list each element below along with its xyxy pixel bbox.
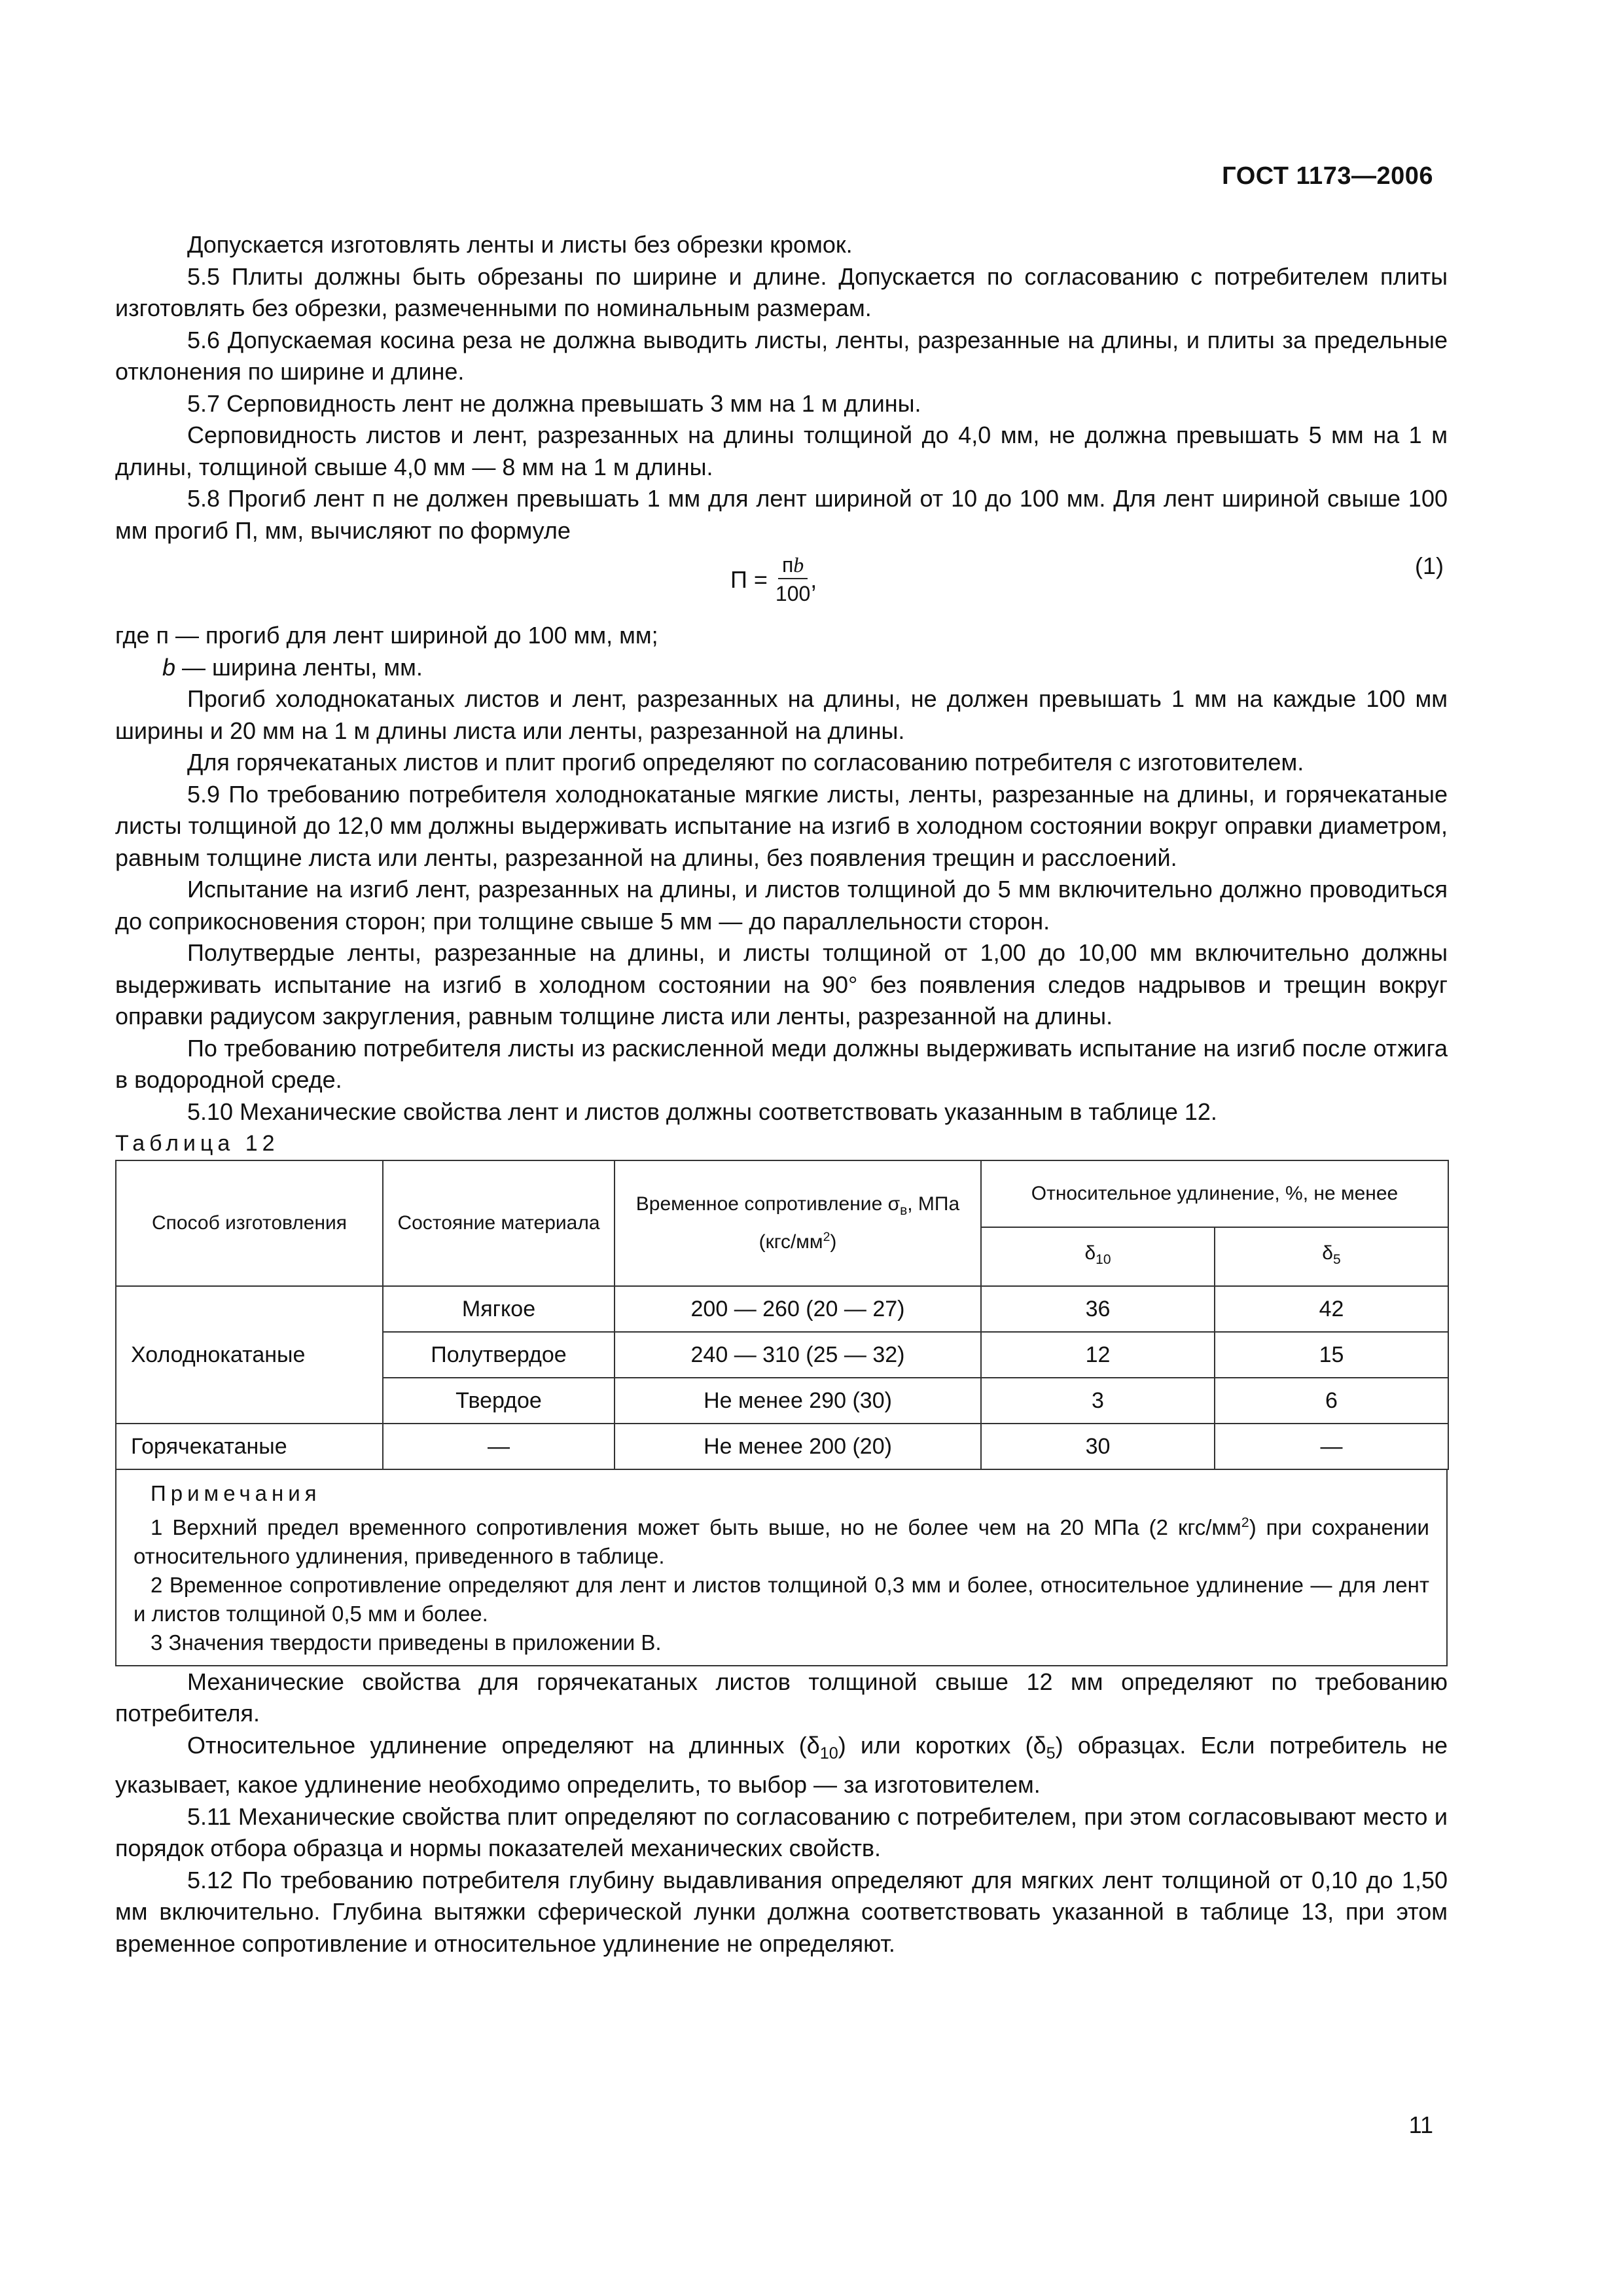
cell-strength: 200 — 260 (20 — 27) — [615, 1286, 981, 1332]
notes-title: Примечания — [151, 1480, 321, 1505]
document-body — [115, 229, 1448, 1960]
header-state: Состояние материала — [383, 1160, 615, 1286]
table-title: Таблица 12 — [115, 1131, 279, 1156]
paragraph: 5.12 По требованию потребителя глубину выдавливания определяют для мягких лент толщиной от 0,10 до 1,50 мм включительно. Глубина вытяжки сферической лунки должна соответствовать указанной в таблице 13, при этом временное сопротивление и относительное удлинение не определяют. — [115, 1866, 1448, 1957]
properties-table — [115, 1160, 1449, 1470]
paragraph: Испытание на изгиб лент, разрезанных на длины, и листов толщиной до 5 мм включительно должно проводиться до соприкосновения сторон; при толщине свыше 5 мм — до параллельности сторон. — [115, 876, 1448, 935]
cell-d10: 12 — [981, 1332, 1215, 1378]
formula-numerator: пb — [778, 552, 808, 579]
paragraph: 5.9 По требованию потребителя холоднокатаные мягкие листы, ленты, разрезанные на длины, и горячекатаные листы толщиной до 12,0 мм должны выдерживать испытание на изгиб в холодном состоянии вокруг оправки диаметром, равным толщине листа или ленты, разрезанной на длины, без появления трещин и расслоений. — [115, 780, 1448, 871]
paragraph: По требованию потребителя листы из раскисленной меди должны выдерживать испытание на изгиб после отжига в водородной среде. — [115, 1034, 1448, 1093]
note-3: 3 Значения твердости приведены в приложении В. — [151, 1630, 662, 1655]
cell-method-hot: Горячекатаные — [116, 1424, 383, 1469]
paragraph: 5.6 Допускаемая косина реза не должна выводить листы, ленты, разрезанные на длины, и плиты за предельные отклонения по ширине и длине. — [115, 326, 1448, 385]
paragraph: 5.7 Серповидность лент не должна превышать 3 мм на 1 м длины. — [187, 389, 921, 417]
note-1: 1 Верхний предел временного сопротивления может быть выше, но не более чем на 20 МПа (2 кгс/$мм^2$) при сохранении относительного удлинения, приведенного в таблице. — [134, 1514, 1429, 1568]
formula-number: (1) — [1415, 552, 1444, 579]
cell-state: — — [383, 1424, 615, 1469]
cell-d5: — — [1215, 1424, 1448, 1469]
paragraph: Полутвердые ленты, разрезанные на длины, и листы толщиной от 1,00 до 10,00 мм включительно должны выдерживать испытание на изгиб в холодном состоянии на 90° без появления следов надрывов и трещин вокруг оправки радиусом закругления, равным толщине листа или ленты, разрезанной на длины. — [115, 939, 1448, 1030]
note-2: 2 Временное сопротивление определяют для лент и листов толщиной 0,3 мм и более, относительное удлинение — для лент и листов толщиной 0,5 мм и более. — [134, 1572, 1429, 1626]
cell-state: Мягкое — [383, 1286, 615, 1332]
paragraph: Для горячекатаных листов и плит прогиб определяют по согласованию потребителя с изготовителем. — [187, 749, 1304, 776]
header-strength: Временное сопротивление $\sigma_в$, МПа $(кгс/мм^2)$ — [615, 1160, 981, 1286]
page-number: 11 — [1408, 2111, 1433, 2138]
formula-where-1: где п — прогиб для лент шириной до 100 мм, мм; — [115, 622, 658, 649]
formula-expression — [730, 552, 817, 608]
table-notes — [115, 1470, 1448, 1666]
formula-fraction — [776, 552, 810, 608]
formula-denominator: 100 — [775, 582, 811, 605]
paragraph: 5.5 Плиты должны быть обрезаны по ширине и длине. Допускается по согласованию с потребителем плиты изготовлять без обрезки, размеченными по номинальным размерам. — [115, 262, 1448, 321]
paragraph: Серповидность листов и лент, разрезанных на длины толщиной до 4,0 мм, не должна превышать 5 мм на 1 м длины, толщиной свыше 4,0 мм — 8 мм на 1 м длины. — [115, 422, 1448, 480]
formula-comma: , — [810, 565, 817, 593]
header-d10: $\delta_{10}$ — [981, 1227, 1215, 1286]
cell-strength: Не менее 200 (20) — [615, 1424, 981, 1469]
cell-d10: 3 — [981, 1378, 1215, 1424]
cell-d5: 15 — [1215, 1332, 1448, 1378]
formula-1 — [115, 547, 1448, 620]
header-method: Способ изготовления — [116, 1160, 383, 1286]
table-row — [116, 1424, 1448, 1469]
paragraph: Допускается изготовлять ленты и листы без обрезки кромок. — [187, 231, 853, 258]
cell-strength: Не менее 290 (30) — [615, 1378, 981, 1424]
paragraph: Прогиб холоднокатаных листов и лент, разрезанных на длины, не должен превышать 1 мм на каждые 100 мм ширины и 20 мм на 1 м длины листа или ленты, разрезанной на длины. — [115, 685, 1448, 744]
paragraph: Относительное удлинение определяют на длинных $(\delta_{10})$ или коротких $(\delta_5)$ образцах. Если потребитель не указывает, какое удлинение необходимо определить, то выбор — за изготовителем. — [115, 1731, 1448, 1799]
cell-state: Твердое — [383, 1378, 615, 1424]
paragraph: 5.10 Механические свойства лент и листов должны соответствовать указанным в таблице 12. — [187, 1098, 1217, 1125]
cell-d10: 36 — [981, 1286, 1215, 1332]
cell-d5: 6 — [1215, 1378, 1448, 1424]
cell-strength: 240 — 310 (25 — 32) — [615, 1332, 981, 1378]
cell-d10: 30 — [981, 1424, 1215, 1469]
header-elongation: Относительное удлинение, %, не менее — [981, 1160, 1448, 1227]
cell-method-cold: Холоднокатаные — [116, 1286, 383, 1424]
table-row — [116, 1286, 1448, 1332]
paragraph: Механические свойства для горячекатаных листов толщиной свыше 12 мм определяют по требованию потребителя. — [115, 1668, 1448, 1727]
header-d5: $\delta_5$ — [1215, 1227, 1448, 1286]
paragraph: 5.8 Прогиб лент п не должен превышать 1 мм для лент шириной от 10 до 100 мм. Для лент шириной свыше 100 мм прогиб П, мм, вычисляют по формуле — [115, 485, 1448, 544]
formula-where-2: b — ширина ленты, мм. — [162, 653, 423, 681]
paragraph: 5.11 Механические свойства плит определяют по согласованию с потребителем, при этом согласовывают место и порядок отбора образца и нормы показателей механических свойств. — [115, 1803, 1448, 1862]
document-id: ГОСТ 1173—2006 — [1222, 162, 1433, 190]
cell-d5: 42 — [1215, 1286, 1448, 1332]
formula-lhs: П = — [730, 565, 768, 593]
cell-state: Полутвердое — [383, 1332, 615, 1378]
